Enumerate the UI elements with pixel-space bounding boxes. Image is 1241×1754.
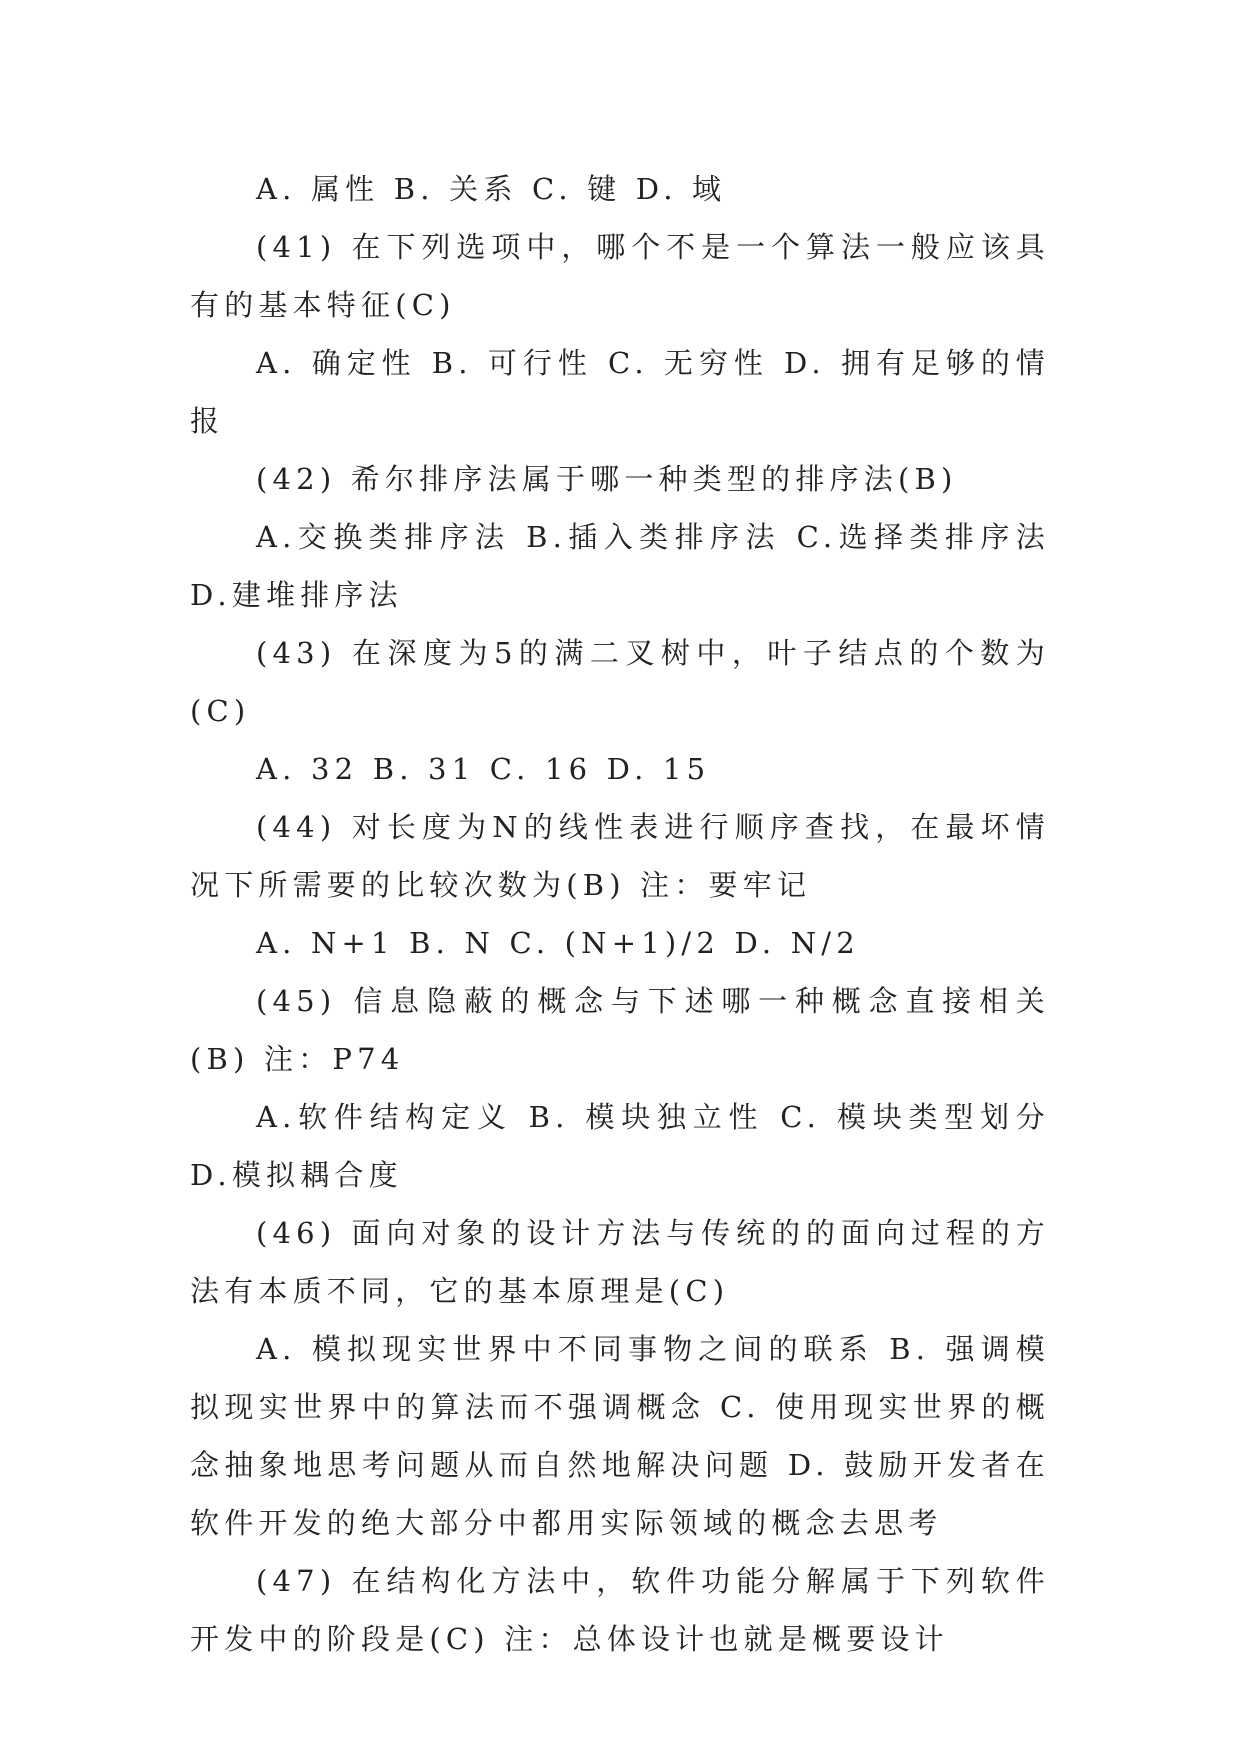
options-42: A.交换类排序法 B.插入类排序法 C.选择类排序法 D.建堆排序法	[190, 520, 1050, 612]
question-45: (45) 信息隐蔽的概念与下述哪一种概念直接相关(B) 注：P74	[190, 984, 1050, 1076]
options-44: A. N+1 B. N C. (N+1)/2 D. N/2	[256, 926, 860, 960]
options-41: A. 确定性 B. 可行性 C. 无穷性 D. 拥有足够的情报	[190, 346, 1050, 438]
question-42: (42) 希尔排序法属于哪一种类型的排序法(B)	[256, 462, 958, 496]
options-43: A. 32 B. 31 C. 16 D. 15	[256, 752, 711, 786]
question-43: (43) 在深度为5的满二叉树中，叶子结点的个数为(C)	[190, 636, 1050, 728]
options-46: A. 模拟现实世界中不同事物之间的联系 B. 强调模拟现实世界中的算法而不强调概念 C. 使用现实世界的概念抽象地思考问题从而自然地解决问题 D. 鼓励开发者在软件开发的绝大部分中都用实际领域的概念去思考	[190, 1332, 1050, 1540]
options-40: A. 属性 B. 关系 C. 键 D. 域	[256, 172, 727, 206]
question-41: (41) 在下列选项中，哪个不是一个算法一般应该具有的基本特征(C)	[190, 230, 1050, 322]
document-body	[190, 160, 1050, 1668]
question-46: (46) 面向对象的设计方法与传统的的面向过程的方法有本质不同，它的基本原理是(C)	[190, 1216, 1050, 1308]
question-47: (47) 在结构化方法中，软件功能分解属于下列软件开发中的阶段是(C) 注：总体设计也就是概要设计	[190, 1564, 1050, 1656]
question-44: (44) 对长度为N的线性表进行顺序查找，在最坏情况下所需要的比较次数为(B) 注：要牢记	[190, 810, 1050, 902]
options-45: A.软件结构定义 B. 模块独立性 C. 模块类型划分 D.模拟耦合度	[190, 1100, 1050, 1192]
